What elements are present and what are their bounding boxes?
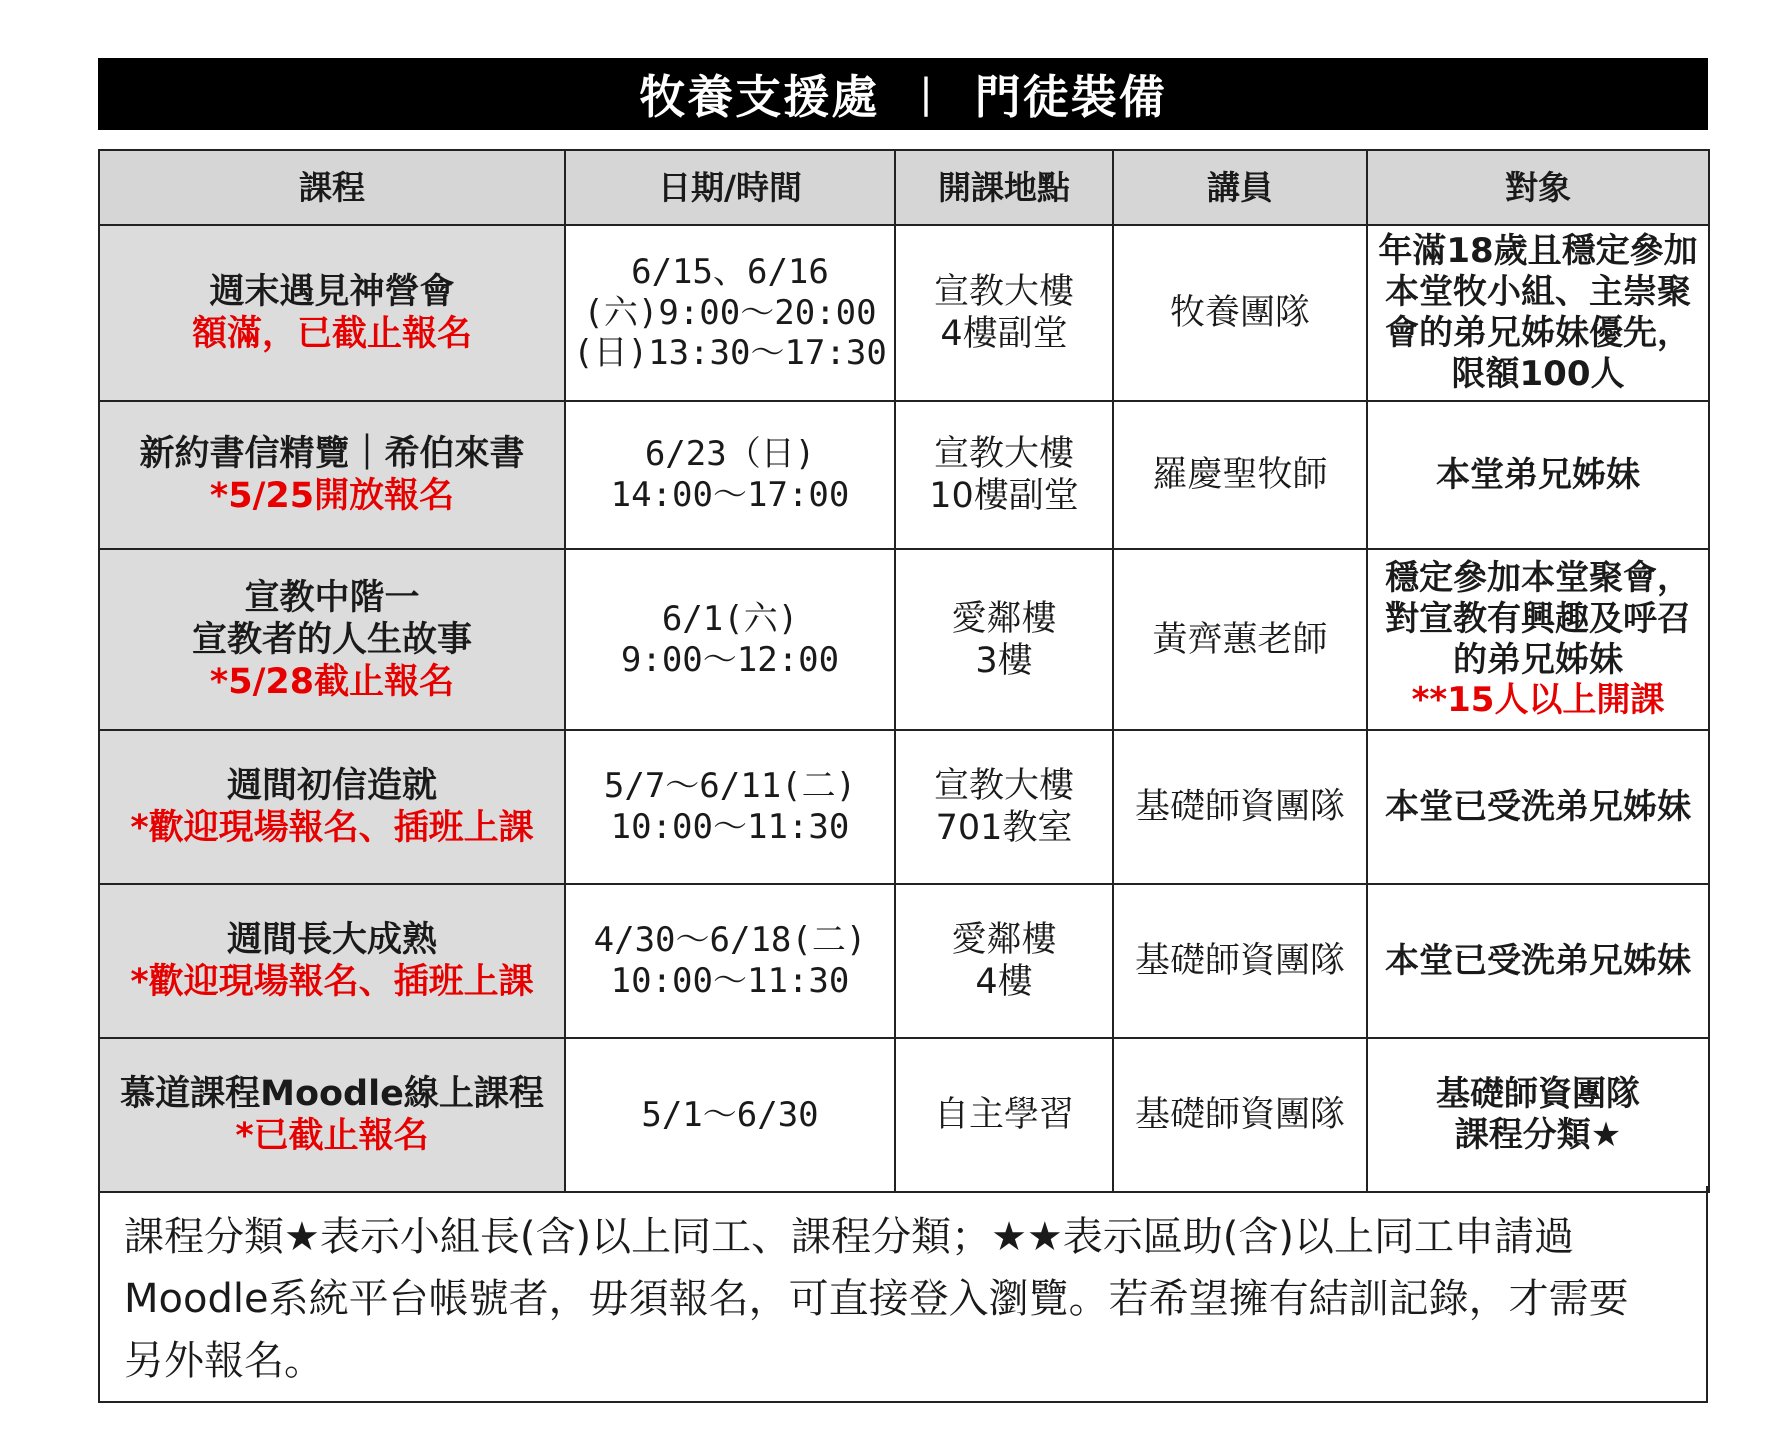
course-cell [99, 730, 565, 884]
audience-cell [1367, 225, 1709, 401]
course-table [98, 149, 1710, 1193]
audience-line: 會的弟兄姊妹優先， [1385, 313, 1691, 353]
date-line: 10:00～11:30 [610, 961, 850, 1001]
location-cell [895, 401, 1113, 549]
course-name: 宣教者的人生故事 [191, 619, 472, 660]
header-date: 日期/時間 [565, 150, 895, 225]
speaker-name: 基礎師資團隊 [1134, 787, 1345, 827]
course-name: 慕道課程Moodle線上課程 [120, 1074, 544, 1114]
audience-cell [1367, 549, 1709, 730]
course-registration-note: *已截止報名 [235, 1116, 429, 1156]
audience-line: 基礎師資團隊 [1436, 1074, 1640, 1115]
course-name: 週間長大成熟 [226, 920, 437, 960]
date-line: 10:00～11:30 [610, 807, 850, 847]
audience-line: 課程分類★ [1454, 1115, 1622, 1155]
course-name: 新約書信精覽｜希伯來書 [139, 434, 525, 474]
course-cell [99, 1038, 565, 1192]
date-line: 5/1～6/30 [641, 1094, 819, 1135]
audience-cell [1367, 884, 1709, 1038]
banner-title: 門徒裝備 [974, 70, 1167, 124]
location-cell [895, 549, 1113, 730]
location-cell [895, 225, 1113, 401]
speaker-cell [1113, 401, 1367, 549]
location-cell [895, 1038, 1113, 1192]
table-row [99, 549, 1709, 730]
footnote [98, 1186, 1708, 1403]
course-cell [99, 884, 565, 1038]
date-line: 6/15、6/16 [631, 251, 829, 292]
location-line: 4樓 [975, 962, 1033, 1002]
course-registration-note: 額滿，已截止報名 [191, 314, 472, 354]
course-name: 宣教中階一 [244, 577, 420, 618]
page-banner [98, 58, 1708, 130]
course-registration-note: *5/28截止報名 [209, 661, 455, 702]
location-line: 10樓副堂 [929, 476, 1079, 516]
speaker-cell [1113, 884, 1367, 1038]
speaker-name: 基礎師資團隊 [1134, 1095, 1345, 1135]
audience-line: 年滿18歲且穩定參加 [1378, 231, 1698, 272]
header-course: 課程 [99, 150, 565, 225]
date-cell [565, 401, 895, 549]
speaker-name: 基礎師資團隊 [1134, 941, 1345, 981]
audience-line: 限額100人 [1451, 353, 1625, 394]
audience-line: 對宣教有興趣及呼召 [1385, 598, 1691, 639]
date-line: 5/7～6/11(二) [603, 766, 857, 807]
table-body [99, 225, 1709, 1192]
location-line: 自主學習 [933, 1095, 1074, 1135]
course-cell [99, 401, 565, 549]
location-line: 愛鄰樓 [951, 598, 1057, 639]
banner-separator: | [919, 71, 935, 117]
course-registration-note: *歡迎現場報名、插班上課 [130, 962, 534, 1002]
table-row [99, 730, 1709, 884]
banner-department: 牧養支援處 [639, 70, 880, 124]
location-cell [895, 730, 1113, 884]
date-line: 6/23（日) [644, 434, 816, 475]
date-cell [565, 884, 895, 1038]
audience-cell [1367, 1038, 1709, 1192]
audience-note: **15人以上開課 [1411, 680, 1665, 721]
audience-line: 本堂已受洗弟兄姊妹 [1385, 940, 1691, 981]
table-row [99, 884, 1709, 1038]
table-row [99, 1038, 1709, 1192]
speaker-cell [1113, 225, 1367, 401]
header-speaker: 講員 [1113, 150, 1367, 225]
location-line: 4樓副堂 [940, 314, 1068, 354]
header-location: 開課地點 [895, 150, 1113, 225]
course-registration-note: *5/25開放報名 [209, 476, 455, 516]
location-line: 宣教大樓 [933, 272, 1074, 312]
audience-cell [1367, 730, 1709, 884]
location-line: 3樓 [975, 640, 1033, 681]
location-cell [895, 884, 1113, 1038]
location-line: 愛鄰樓 [951, 920, 1057, 960]
location-line: 701教室 [935, 808, 1073, 848]
course-name: 週末遇見神營會 [209, 272, 455, 312]
date-cell [565, 1038, 895, 1192]
audience-line: 本堂弟兄姊妹 [1436, 454, 1640, 495]
date-cell [565, 549, 895, 730]
audience-line: 的弟兄姊妹 [1453, 639, 1623, 680]
course-registration-note: *歡迎現場報名、插班上課 [130, 808, 534, 848]
speaker-name: 羅慶聖牧師 [1152, 455, 1328, 495]
date-cell [565, 225, 895, 401]
speaker-cell [1113, 549, 1367, 730]
date-cell [565, 730, 895, 884]
header-audience: 對象 [1367, 150, 1709, 225]
course-name: 週間初信造就 [226, 766, 437, 806]
location-line: 宣教大樓 [933, 766, 1074, 806]
audience-line: 本堂牧小組、主崇聚 [1385, 272, 1691, 313]
speaker-cell [1113, 1038, 1367, 1192]
footnote-line: 課程分類★表示小組長(含)以上同工、課程分類；★★表示區助(含)以上同工申請過 [124, 1214, 1574, 1260]
course-cell [99, 549, 565, 730]
table-header-row [99, 150, 1709, 225]
date-line: (日)13:30～17:30 [573, 333, 887, 374]
speaker-cell [1113, 730, 1367, 884]
date-line: 4/30～6/18(二) [593, 920, 867, 961]
date-line: (六)9:00～20:00 [583, 292, 877, 333]
footnote-line: 另外報名。 [124, 1338, 324, 1384]
course-cell [99, 225, 565, 401]
date-line: 6/1(六) [661, 598, 799, 639]
date-line: 14:00～17:00 [610, 475, 850, 515]
location-line: 宣教大樓 [933, 434, 1074, 474]
audience-cell [1367, 401, 1709, 549]
audience-line: 穩定參加本堂聚會， [1385, 557, 1691, 598]
table-row [99, 401, 1709, 549]
footnote-line: Moodle系統平台帳號者，毋須報名，可直接登入瀏覽。若希望擁有結訓記錄，才需要 [124, 1276, 1629, 1322]
speaker-name: 黃齊蕙老師 [1152, 619, 1328, 660]
table-row [99, 225, 1709, 401]
speaker-name: 牧養團隊 [1169, 293, 1310, 333]
audience-line: 本堂已受洗弟兄姊妹 [1385, 786, 1691, 827]
date-line: 9:00～12:00 [620, 639, 840, 680]
